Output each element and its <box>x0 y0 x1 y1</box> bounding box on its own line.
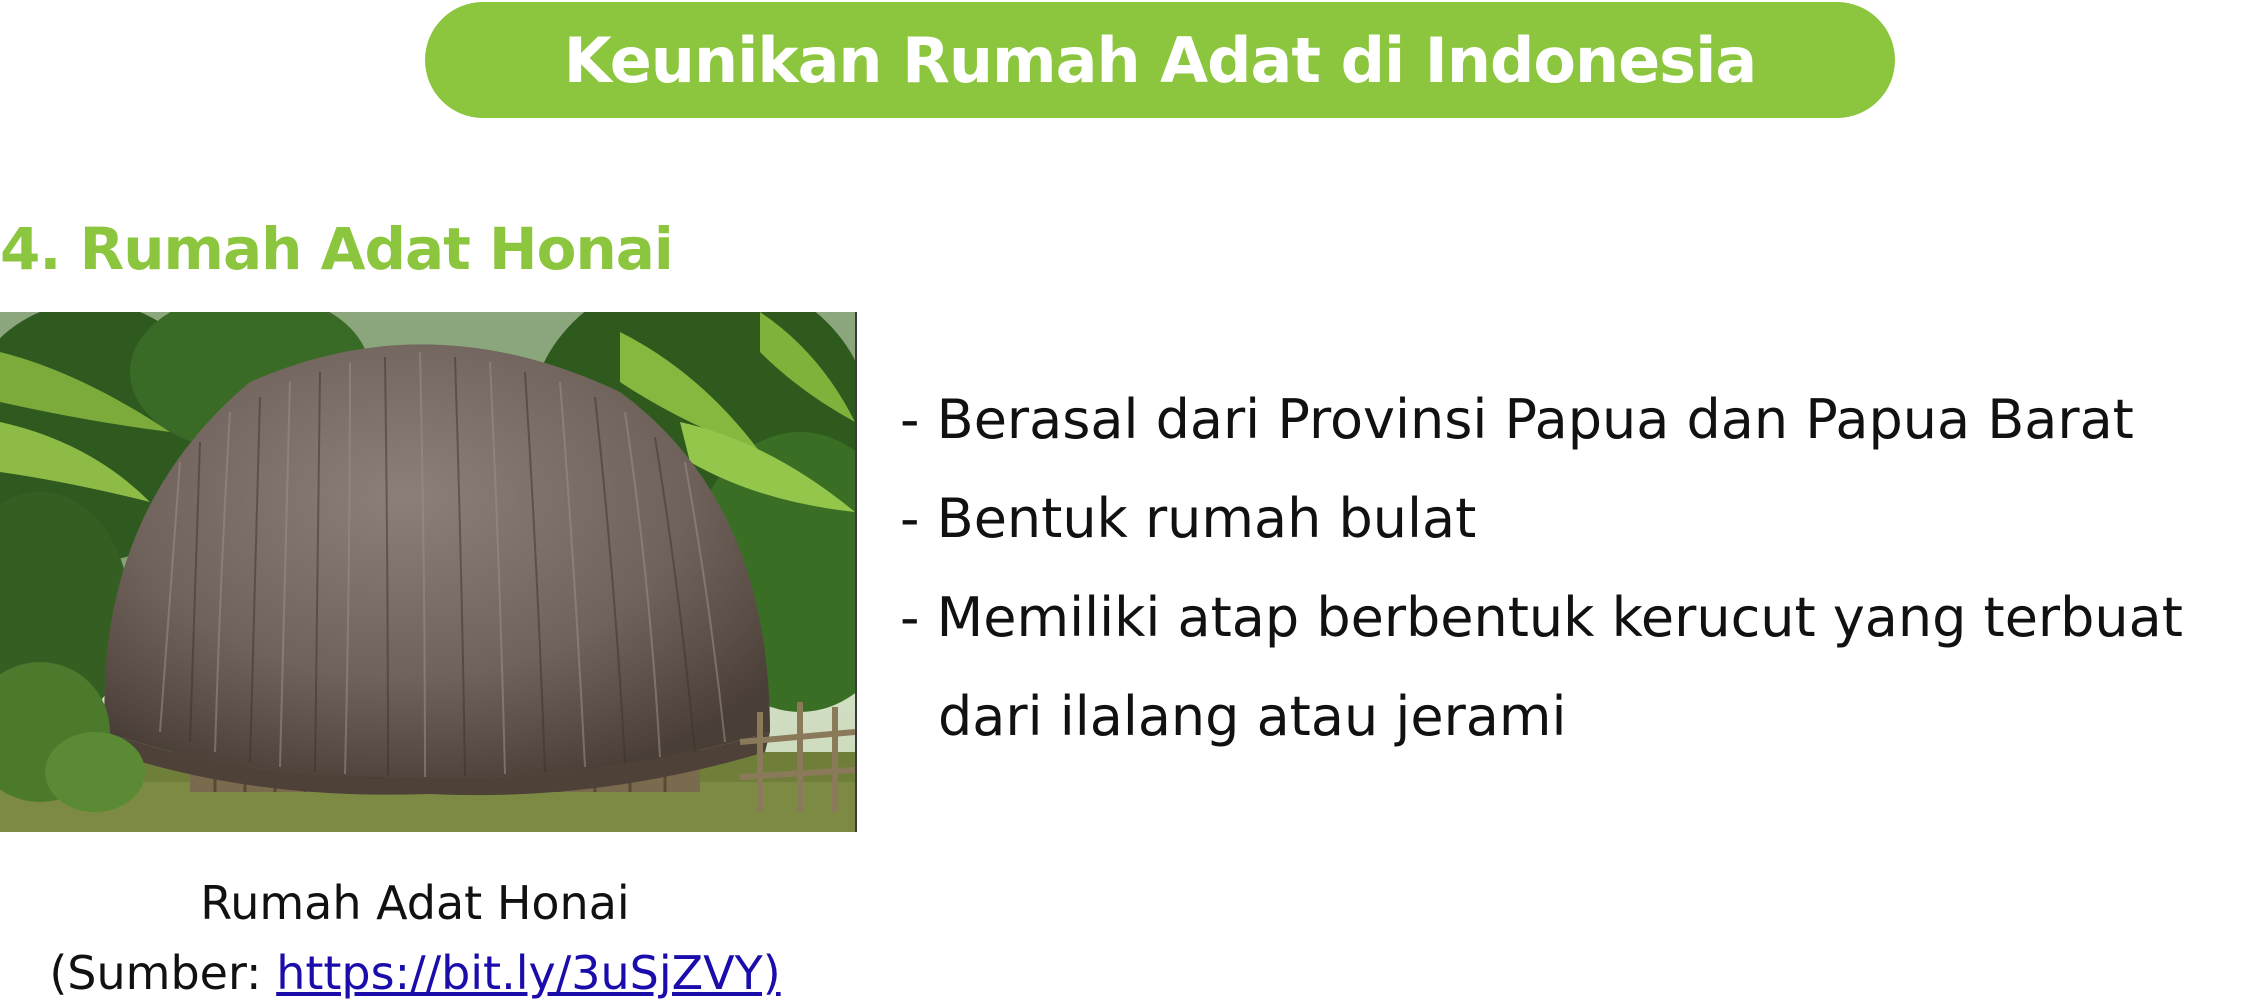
caption-name: Rumah Adat Honai <box>200 876 630 930</box>
page-title: Keunikan Rumah Adat di Indonesia <box>563 23 1757 97</box>
bullet-text: Memiliki atap berbentuk kerucut yang terbuat <box>936 586 2183 649</box>
bullet-item <box>900 568 2240 667</box>
honai-house-photo <box>0 312 857 832</box>
bullet-list <box>900 370 2240 766</box>
bullet-text: Bentuk rumah bulat <box>936 487 1477 550</box>
source-link[interactable]: https://bit.ly/3uSjZVY) <box>276 946 781 1000</box>
bullet-marker: - <box>900 388 937 451</box>
title-banner <box>425 2 1895 118</box>
caption-source-prefix: (Sumber: <box>49 946 277 1000</box>
bullet-item <box>900 469 2240 568</box>
bullet-item <box>900 370 2240 469</box>
section-heading: 4. Rumah Adat Honai <box>0 215 673 283</box>
bullet-marker: - <box>900 586 937 649</box>
caption-source <box>0 938 830 1000</box>
bullet-text: Berasal dari Provinsi Papua dan Papua Barat <box>936 388 2134 451</box>
bullet-continuation: dari ilalang atau jerami <box>938 685 1567 748</box>
bullet-marker: - <box>900 487 937 550</box>
photo-caption <box>0 868 830 1000</box>
